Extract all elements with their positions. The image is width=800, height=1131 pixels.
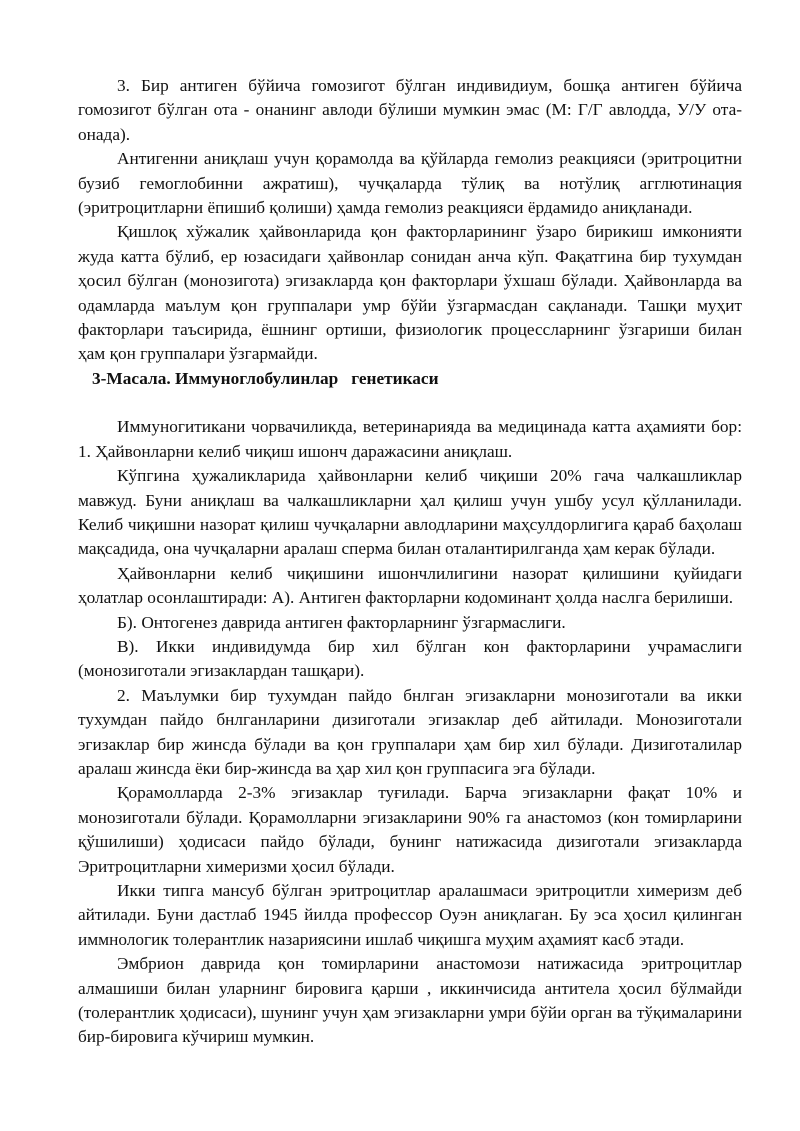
paragraph: Иммуногитикани чорвачиликда, ветеринарияда ва медицинада катта аҳамияти бор: 1. Ҳайвонларни келиб чиқиш ишонч даражасини аниқлаш. <box>78 417 742 461</box>
section-heading: 3-Масала. Иммуноглобулинлар генетикаси <box>92 368 439 388</box>
paragraph: Кўпгина ҳужаликларида ҳайвонларни келиб чиқиши 20% гача чалкашликлар мавжуд. Буни аниқлаш ва чалкашликларни ҳал қилиш учун ушбу усул қўлланилади. Келиб чиқишни назорат қилиш чучқаларни авлодларини маҳсулдорлигига қараб баҳолаш мақсадида, она чучқаларни аралаш сперма билан оталантирилганда ҳам керак бўлади. <box>78 466 742 559</box>
paragraph: Ҳайвонларни келиб чиқишини ишончлилигини назорат қилишини қуйидаги ҳолатлар осонлаштиради: А). Антиген факторларни кодоминант ҳолда наслга берилиши. <box>78 563 742 608</box>
paragraph: Эмбрион даврида қон томирларини анастомози натижасида эритроцитлар алмашиши билан уларнинг бировига қарши , иккинчисида антитела ҳосил бўлмайди (толерантлик ҳодисаси), шунинг учун ҳам эгизакларни умри бўйи орган ва тўқималарини бир-бировига кўчириш мумкин. <box>78 954 742 1047</box>
paragraph: Б). Онтогенез даврида антиген факторларнинг ўзгармаслиги. <box>117 612 566 632</box>
paragraph: Қишлоқ хўжалик ҳайвонларида қон факторларининг ўзаро бирикиш имконияти жуда катта бўлиб, ер юзасидаги ҳайвонлар сонидан анча кўп. Фақатгина бир тухумдан ҳосил бўлган (монозигота) эгизакларда қон факторлари ўхшаш бўлади. Ҳайвонларда ва одамларда маълум қон группалари умр бўйи ўзгармасдан сақланади. Ташқи муҳит факторлари таъсирида, ёшнинг ортиши, физиологик процессларнинг ўзгариши билан ҳам қон группалари ўзгармайди. <box>78 222 742 364</box>
paragraph: Антигенни аниқлаш учун қорамолда ва қўйларда гемолиз реакцияси (эритроцитни бузиб гемоглобинни ажратиш), чучқаларда тўлиқ ва нотўлиқ агглютинация (эритроцитларни ёпишиб қолиши) ҳамда гемолиз реакцияси ёрдамидо аниқланади. <box>78 149 742 218</box>
paragraph: 3. Бир антиген бўйича гомозигот бўлган индивидиум, бошқа антиген бўйича гомозигот бўлган ота - онанинг авлоди бўлиши мумкин эмас (М: Г/Г авлодда, У/У ота-онада). <box>78 76 742 144</box>
paragraph: В). Икки индивидумда бир хил бўлган кон факторларини учрамаслиги (монозиготали эгизаклардан ташқари). <box>78 636 742 681</box>
paragraph: Икки типга мансуб бўлган эритроцитлар аралашмаси эритроцитли химеризм деб айтилади. Буни дастлаб 1945 йилда профессор Оуэн аниқлаган. Бу эса ҳосил қилинган иммнологик толерантлик назариясини ишлаб чиқишга муҳим аҳамият касб этади. <box>78 881 742 949</box>
paragraph: Қорамолларда 2-3% эгизаклар туғилади. Барча эгизакларни фақат 10% и монозиготали бўлади. Қорамолларни эгизакларини 90% га анастомоз (кон томирларини қўшилиши) ҳодисаси пайдо бўлади, бунинг натижасида дизиготали эгизакларда Эритроцитларни химеризми ҳосил бўлади. <box>78 783 742 876</box>
paragraph: 2. Маълумки бир тухумдан пайдо бнлган эгизакларни монозиготали ва икки тухумдан пайдо бнлганларини дизиготали эгизаклар деб айтилади. Монозиготали эгизаклар бир жинсда бўлади ва қон группалари ҳам бир хил бўлади. Дизиготалилар аралаш жинсда ёки бир-жинсда ва ҳар хил қон группасига эга бўлади. <box>78 685 742 778</box>
